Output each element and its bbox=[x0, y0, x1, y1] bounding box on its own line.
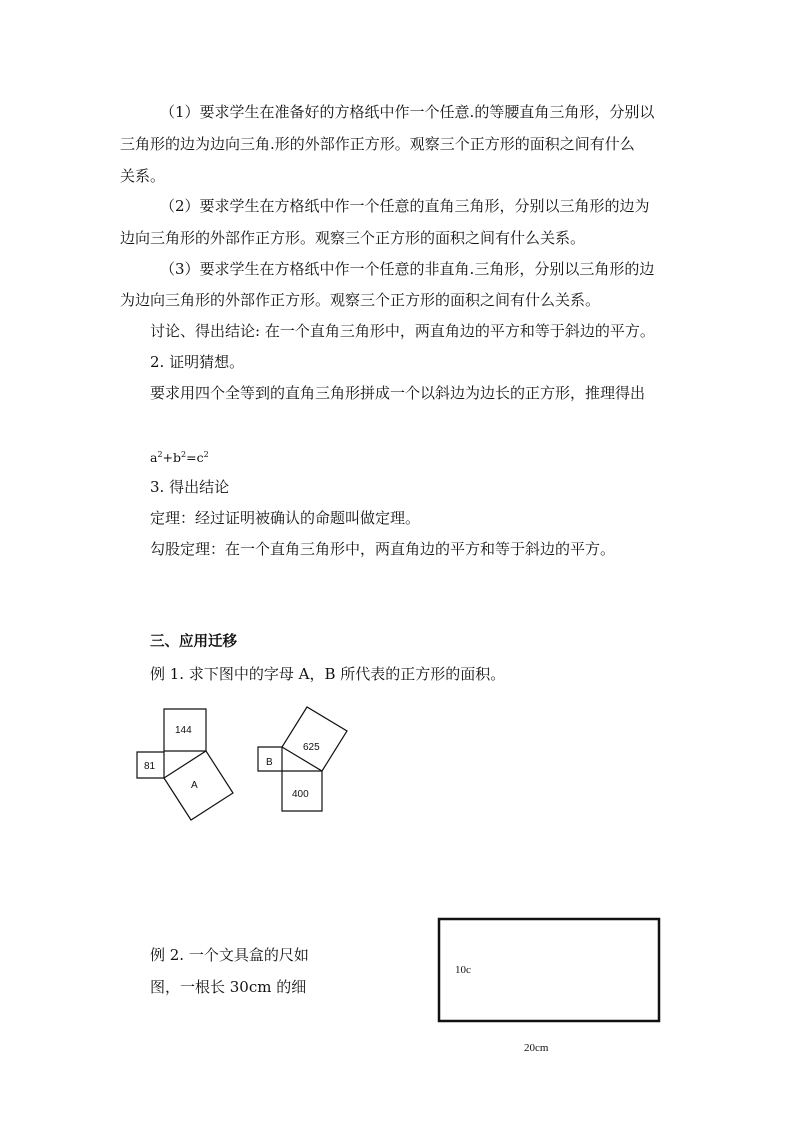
pythagorean-formula: $a^2+b^2=c^2$ bbox=[150, 450, 209, 465]
box-width-label: 20cm bbox=[524, 1042, 549, 1054]
step-2-heading: 2. 证明猜想。 bbox=[150, 353, 245, 371]
figure-1-label-right: A bbox=[191, 780, 198, 791]
paragraph-1-line-1: （1）要求学生在准备好的方格纸中作一个任意.的等腰直角三角形，分别以 bbox=[160, 103, 655, 121]
step-2-detail: 要求用四个全等到的直角三角形拼成一个以斜边为边长的正方形，推理得出 bbox=[150, 384, 646, 402]
pythagorean-theorem: 勾股定理：在一个直角三角形中，两直角边的平方和等于斜边的平方。 bbox=[150, 540, 616, 558]
paragraph-3-line-1: （3）要求学生在方格纸中作一个任意的非直角.三角形，分别以三角形的边 bbox=[160, 260, 655, 278]
figure-2-label-bottom: 400 bbox=[292, 789, 309, 800]
box-height-label: 10c bbox=[455, 964, 471, 976]
paragraph-1-line-2: 三角形的边为边向三角.形的外部作正方形。观察三个正方形的面积之间有什么 bbox=[120, 135, 635, 153]
discussion-conclusion: 讨论、得出结论: 在一个直角三角形中，两直角边的平方和等于斜边的平方。 bbox=[150, 322, 655, 340]
figure-2 bbox=[256, 703, 356, 823]
theorem-definition: 定理：经过证明被确认的命题叫做定理。 bbox=[150, 509, 421, 527]
figure-1-square-right bbox=[164, 751, 233, 820]
figure-1-label-left: 81 bbox=[144, 761, 156, 772]
example-1-text: 例 1. 求下图中的字母 A，B 所代表的正方形的面积。 bbox=[150, 665, 506, 683]
paragraph-2-line-1: （2）要求学生在方格纸中作一个任意的直角三角形，分别以三角形的边为 bbox=[160, 197, 650, 215]
figure-1-label-top: 144 bbox=[175, 725, 192, 736]
figure-1 bbox=[134, 705, 244, 825]
section-3-title: 三、应用迁移 bbox=[150, 634, 237, 650]
figure-2-label-left: B bbox=[266, 757, 273, 768]
box-diagram bbox=[435, 915, 665, 1065]
paragraph-2-line-2: 边向三角形的外部作正方形。观察三个正方形的面积之间有什么关系。 bbox=[120, 229, 586, 247]
example-2-line-1: 例 2. 一个文具盒的尺如 bbox=[150, 946, 309, 964]
paragraph-3-line-2: 为边向三角形的外部作正方形。观察三个正方形的面积之间有什么关系。 bbox=[120, 291, 601, 309]
paragraph-1-line-3: 关系。 bbox=[120, 167, 166, 185]
example-2-line-2: 图，一根长 30cm 的细 bbox=[150, 978, 307, 996]
figure-2-square-top bbox=[282, 707, 347, 771]
box-rectangle bbox=[439, 919, 659, 1021]
figure-2-label-top: 625 bbox=[303, 742, 320, 753]
step-3-heading: 3. 得出结论 bbox=[150, 478, 230, 496]
